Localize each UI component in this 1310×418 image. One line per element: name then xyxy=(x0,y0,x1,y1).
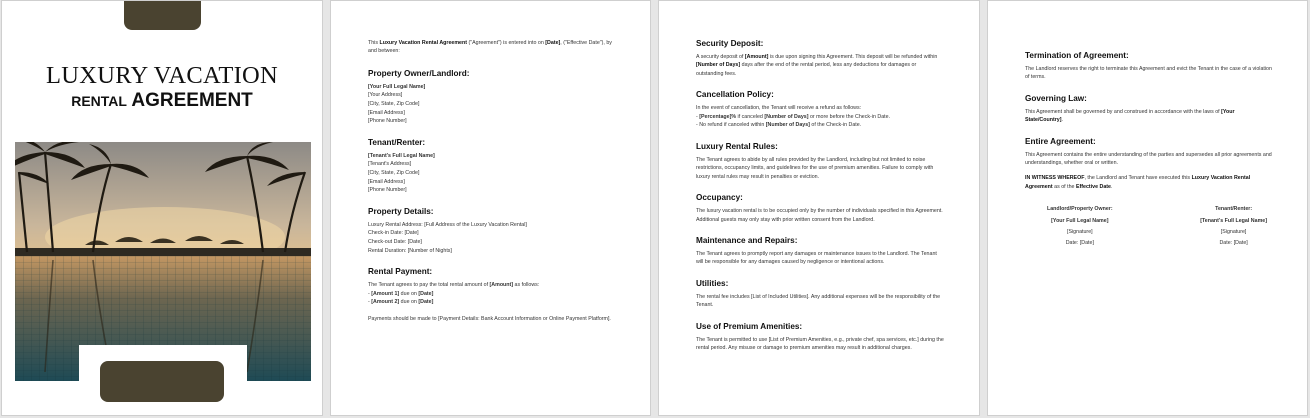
law-heading: Governing Law: xyxy=(1025,93,1087,103)
termination-text: The Landlord reserves the right to terminate this Agreement and evict the Tenant in the case of a violation of terms. xyxy=(1025,66,1272,81)
law-text: This Agreement shall be governed by and construed in accordance with the laws of [Your State/Country]. xyxy=(1025,108,1235,124)
payment-lines: The Tenant agrees to pay the total rental amount of [Amount] as follows: - [Amount 1] due on [Date] - [Amount 2] due on [Date] xyxy=(368,282,540,306)
signature-block xyxy=(1025,205,1273,248)
entire-heading: Entire Agreement: xyxy=(1025,136,1096,146)
page-4-content xyxy=(1025,51,1273,248)
rules-heading: Luxury Rental Rules: xyxy=(696,142,778,151)
tenant-lines: [Tenant's Full Legal Name] [Tenant's Address] [City, State, Zip Code] [Email Address] [Phone Number] xyxy=(368,152,435,194)
occupancy-heading: Occupancy: xyxy=(696,193,743,203)
owner-heading: Property Owner/Landlord: xyxy=(368,68,470,78)
intro-paragraph: This Luxury Vacation Rental Agreement ("Agreement") is entered into on [Date], ("Effective Date"), by and between: xyxy=(368,40,612,55)
cover-title-rental: RENTAL xyxy=(71,93,127,109)
cover-bottom-tab xyxy=(100,361,224,402)
deposit-text: A security deposit of [Amount] is due upon signing this Agreement. This deposit will be refunded within [Number of Days] days after the end of the rental period, less any deductions for damages or outstanding fees. xyxy=(696,54,938,77)
owner-lines: [Your Full Legal Name] [Your Address] [City, State, Zip Code] [Email Address] [Phone Number] xyxy=(368,83,426,125)
payment-heading: Rental Payment: xyxy=(368,267,433,277)
occupancy-text: The luxury vacation rental is to be occupied only by the number of individuals specified in this Agreement. Additional guests may only stay with prior written consent from the Landlord. xyxy=(696,208,943,223)
maintenance-text: The Tenant agrees to promptly report any damages or maintenance issues to the Landlord. The Tenant will be responsible for any damages caused by negligence or intentional actions. xyxy=(696,251,937,266)
cancel-heading: Cancellation Policy: xyxy=(696,90,774,100)
witness-text: IN WITNESS WHEREOF, the Landlord and Tenant have executed this Luxury Vacation Rental Agreement as of the Effective Date. xyxy=(1025,175,1251,190)
page-3-content xyxy=(696,39,945,352)
landlord-signature: Landlord/Property Owner: [Your Full Legal Name] [Signature] Date: [Date] xyxy=(1047,206,1113,247)
cover-title-line2 xyxy=(2,90,322,112)
tenant-signature: Tenant/Renter: [Tenant's Full Legal Name] [Signature] Date: [Date] xyxy=(1200,206,1267,247)
cancel-lines: In the event of cancellation, the Tenant will receive a refund as follows: - [Percentage]% if canceled [Number of Days] or more before the Check-in Date. - No refund if canceled within [Number of Days] of the Check-in Date. xyxy=(696,105,891,129)
rules-text: The Tenant agrees to abide by all rules provided by the Landlord, including but not limited to noise restrictions, occupancy limits, and guidelines for the use of premium amenities. Failure to comply with luxury rental rules may result in penalties or eviction. xyxy=(696,157,934,180)
amenities-text: The Tenant is permitted to use [List of Premium Amenities, e.g., private chef, spa services, etc.] during the rental period. Any misuse or damage to premium amenities may result in additional charges. xyxy=(696,336,944,352)
termination-heading: Termination of Agreement: xyxy=(1025,51,1129,60)
page-4 xyxy=(987,0,1308,416)
cover-page xyxy=(1,0,323,416)
utilities-heading: Utilities: xyxy=(696,278,729,288)
deposit-heading: Security Deposit: xyxy=(696,39,764,48)
details-lines: Luxury Rental Address: [Full Address of the Luxury Vacation Rental] Check-in Date: [Date] Check-out Date: [Date] Rental Duration: [Number of Nights] xyxy=(368,221,527,254)
payment-note: Payments should be made to [Payment Details: Bank Account Information or Online Payment Platform]. xyxy=(368,315,611,322)
page-3 xyxy=(658,0,980,416)
cover-title-line1: LUXURY VACATION xyxy=(45,62,279,89)
entire-text: This Agreement contains the entire understanding of the parties and supersedes all prior agreements and understandings, whether oral or written. xyxy=(1025,151,1272,167)
details-heading: Property Details: xyxy=(368,206,434,216)
cover-top-tab xyxy=(124,0,201,30)
cover-title-agreement: AGREEMENT xyxy=(131,90,253,111)
maintenance-heading: Maintenance and Repairs: xyxy=(696,236,798,246)
page-2 xyxy=(330,0,651,416)
amenities-heading: Use of Premium Amenities: xyxy=(696,321,803,331)
tenant-heading: Tenant/Renter: xyxy=(368,137,426,147)
utilities-text: The rental fee includes [List of Included Utilities]. Any additional expenses will be the responsibility of the Tenant. xyxy=(696,293,941,309)
page-2-content xyxy=(368,39,616,323)
